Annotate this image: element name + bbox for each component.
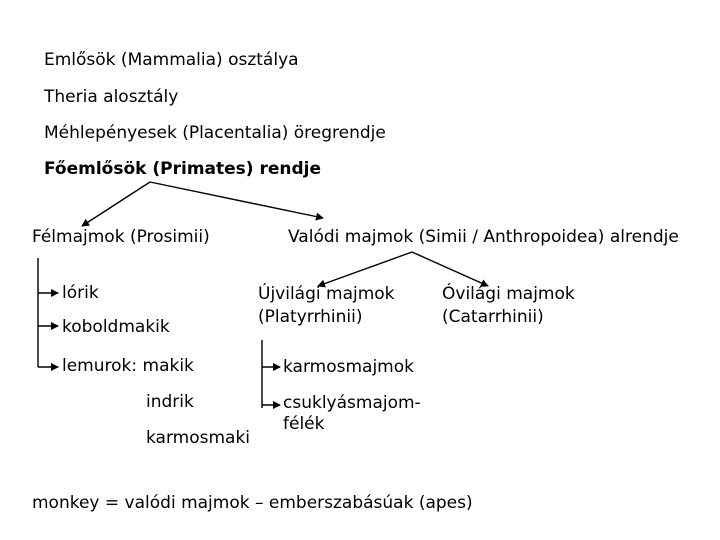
subclass-label: Theria alosztály bbox=[44, 87, 179, 107]
prosimii-subitem-karmosmaki: karmosmaki bbox=[146, 428, 251, 448]
new-world-item-felek: félék bbox=[283, 414, 325, 434]
new-world-latin: (Platyrrhinii) bbox=[258, 307, 363, 327]
new-world-item-karmosmajmok: karmosmajmok bbox=[283, 357, 414, 377]
prosimii-item-koboldmakik: koboldmakik bbox=[62, 317, 170, 337]
new-world-title: Újvilági majmok bbox=[258, 284, 395, 304]
arrow-to-simii bbox=[150, 182, 323, 218]
prosimii-subitem-indrik: indrik bbox=[146, 392, 194, 412]
arrow-to-new-world bbox=[318, 252, 412, 286]
class-label: Emlősök (Mammalia) osztálya bbox=[44, 50, 299, 70]
order-label: Főemlősök (Primates) rendje bbox=[44, 159, 322, 179]
simii-label: Valódi majmok (Simii / Anthropoidea) alrendje bbox=[288, 227, 679, 247]
prosimii-item-lemurok: lemurok: makik bbox=[62, 356, 194, 376]
arrow-to-prosimii bbox=[82, 182, 150, 226]
old-world-title: Óvilági majmok bbox=[442, 284, 575, 304]
old-world-latin: (Catarrhinii) bbox=[442, 307, 544, 327]
arrow-to-old-world bbox=[412, 252, 488, 286]
prosimii-item-lorik: lórik bbox=[62, 283, 99, 303]
new-world-item-csuklyasmajom: csuklyásmajom- bbox=[283, 393, 421, 413]
footnote: monkey = valódi majmok – emberszabásúak (apes) bbox=[32, 493, 473, 513]
prosimii-label: Félmajmok (Prosimii) bbox=[32, 227, 210, 247]
superorder-label: Méhlepényesek (Placentalia) öregrendje bbox=[44, 123, 386, 143]
